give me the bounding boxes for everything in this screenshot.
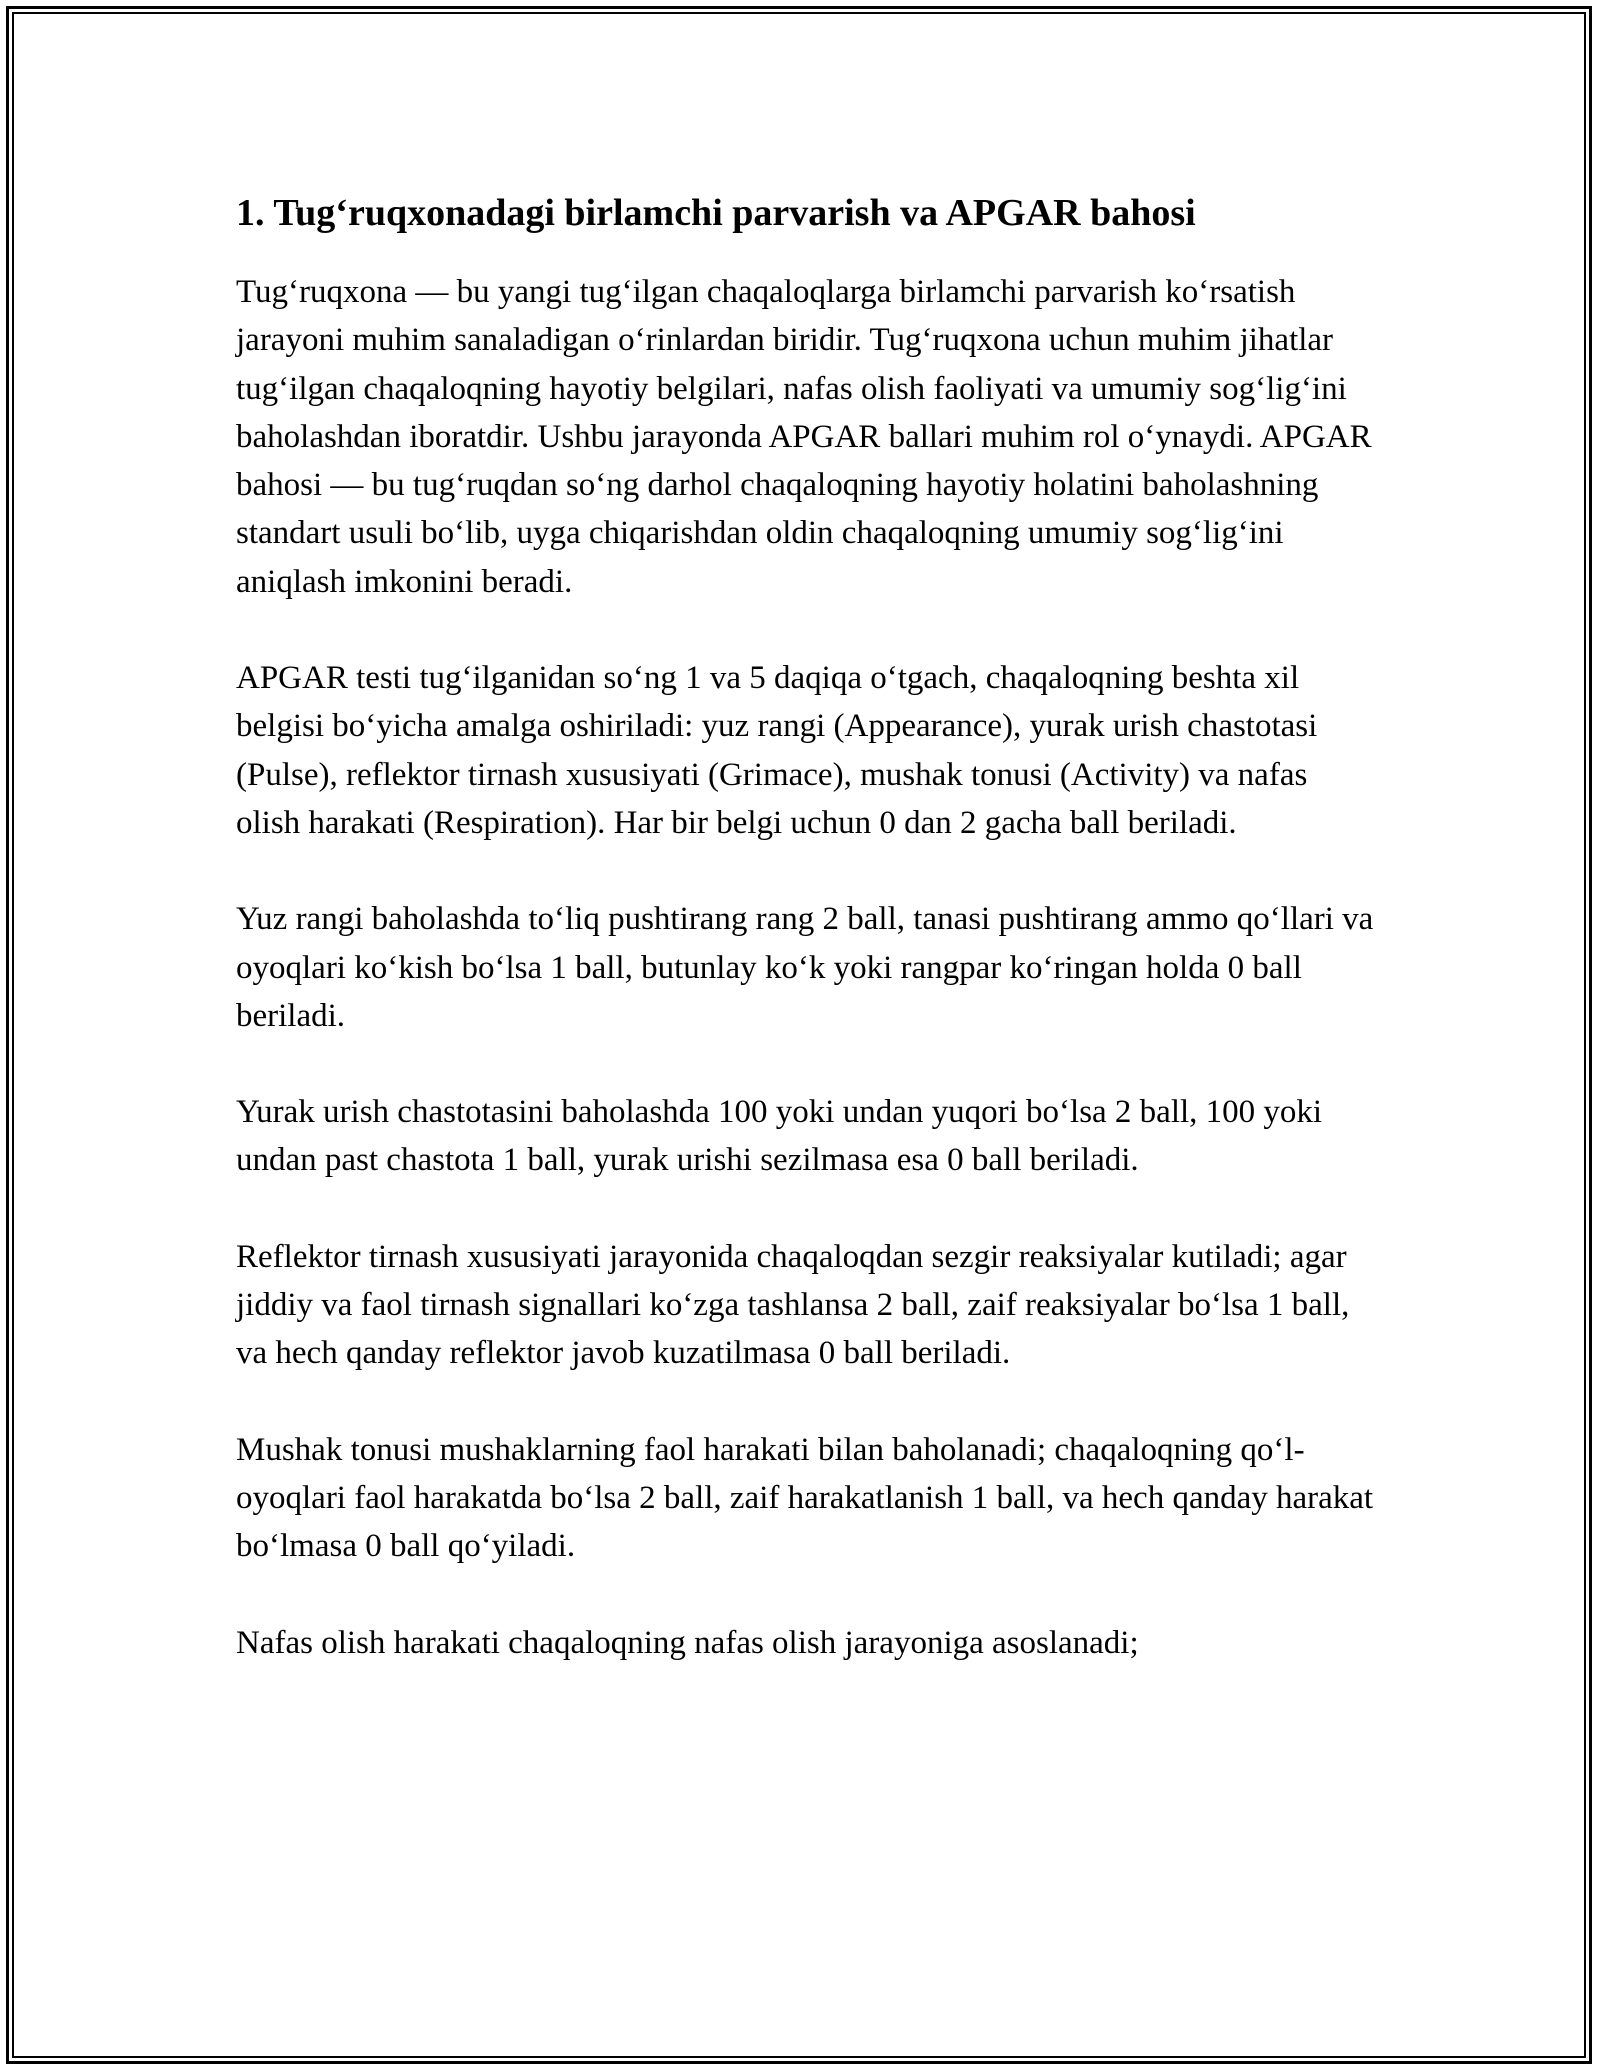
paragraph-appearance: Yuz rangi baholashda to‘liq pushtirang rang 2 ball, tanasi pushtirang ammo qo‘llari va oyoqlari ko‘kish bo‘lsa 1 ball, butunlay ko‘k yoki rangpar ko‘ringan holda 0 ball beriladi. <box>236 901 1374 1034</box>
section-heading: 1. Tug‘ruqxonadagi birlamchi parvarish va APGAR bahosi <box>236 192 1196 234</box>
paragraph-apgar-test: APGAR testi tug‘ilganidan so‘ng 1 va 5 daqiqa o‘tgach, chaqaloqning beshta xil belgisi bo‘yicha amalga oshiriladi: yuz rangi (Appearance), yurak urish chastotasi (Pulse), reflektor tirnash xususiyati (Grimace), mushak tonusi (Activity) va nafas olish harakati (Respiration). Har bir belgi uchun 0 dan 2 gacha ball beriladi. <box>236 660 1318 841</box>
paragraph-pulse: Yurak urish chastotasini baholashda 100 yoki undan yuqori bo‘lsa 2 ball, 100 yoki undan past chastota 1 ball, yurak urishi sezilmasa esa 0 ball beriladi. <box>236 1094 1323 1179</box>
paragraph-intro: Tug‘ruqxona — bu yangi tug‘ilgan chaqaloqlarga birlamchi parvarish ko‘rsatish jarayoni muhim sanaladigan o‘rinlardan biridir. Tug‘ruqxona uchun muhim jihatlar tug‘ilgan chaqaloqning hayotiy belgilari, nafas olish faoliyati va umumiy sog‘lig‘ini baholashdan iboratdir. Ushbu jarayonda APGAR ballari muhim rol o‘ynaydi. APGAR bahosi — bu tug‘ruqdan so‘ng darhol chaqaloqning hayotiy holatini baholashning standart usuli bo‘lib, uyga chiqarishdan oldin chaqaloqning umumiy sog‘lig‘ini aniqlash imkonini beradi. <box>236 274 1372 600</box>
paragraph-grimace: Reflektor tirnash xususiyati jarayonida chaqaloqdan sezgir reaksiyalar kutiladi; agar jiddiy va faol tirnash signallari ko‘zga tashlansa 2 ball, zaif reaksiyalar bo‘lsa 1 ball, va hech qanday reflektor javob kuzatilmasa 0 ball beriladi. <box>236 1238 1350 1372</box>
document-body <box>236 184 1376 1667</box>
paragraph-respiration: Nafas olish harakati chaqaloqning nafas olish jarayoniga asoslanadi; <box>236 1624 1139 1661</box>
paragraph-activity: Mushak tonusi mushaklarning faol harakati bilan baholanadi; chaqaloqning qo‘l-oyoqlari faol harakatda bo‘lsa 2 ball, zaif harakatlanish 1 ball, va hech qanday harakat bo‘lmasa 0 ball qo‘yiladi. <box>236 1431 1374 1565</box>
